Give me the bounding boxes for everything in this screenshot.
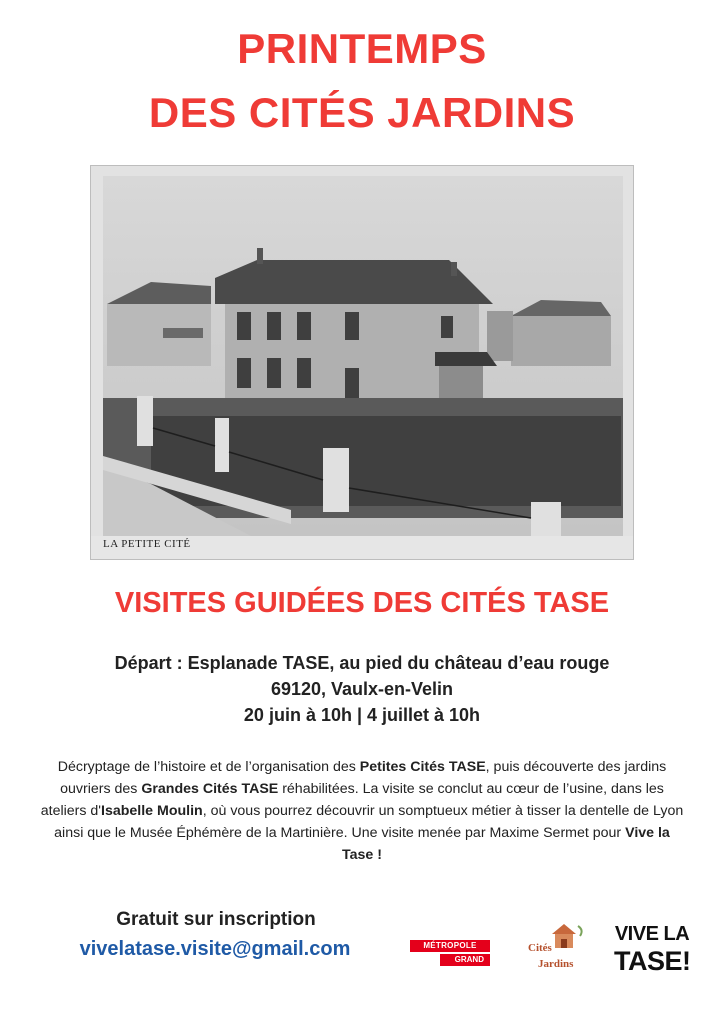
departure-info — [0, 650, 724, 728]
desc-text-1: Décryptage de l’histoire et de l’organisation des — [57, 759, 360, 775]
desc-bold-isabelle-moulin: Isabelle Moulin — [101, 803, 203, 819]
cites-logo-word2: Jardins — [538, 958, 574, 970]
desc-text-2: , puis découverte des jardins ouvriers des — [60, 759, 667, 797]
desc-text-4: , où vous pourrez découvrir un somptueux métier à tisser la dentelle de Lyon ainsi que le Musée Éphémère de la Martinière. Une visite menée par Maxime Sermet pour — [54, 803, 684, 841]
vive-logo-line2: TASE! — [614, 946, 691, 976]
contact-email-link[interactable]: vivelatase.visite@gmail.com — [79, 938, 351, 960]
desc-bold-grandes-cites: Grandes Cités TASE — [141, 781, 279, 797]
page-title-line2: DES CITÉS JARDINS — [148, 89, 576, 136]
vive-la-tase-logo — [614, 922, 690, 986]
departure-city: 69120, Vaulx-en-Velin — [270, 679, 454, 699]
photo-caption: LA PETITE CITÉ — [103, 538, 191, 550]
desc-bold-vive-la-tase: Vive la Tase ! — [342, 825, 670, 863]
metropole-logo-bottom: GRAND LYON — [440, 954, 490, 966]
departure-dates: 20 juin à 10h | 4 juillet à 10h — [243, 705, 481, 725]
cites-jardins-logo — [528, 922, 594, 982]
metropole-grand-lyon-logo — [410, 940, 490, 976]
metropole-logo-top: MÉTROPOLE — [410, 940, 490, 952]
cites-logo-word1: Cités — [528, 942, 552, 954]
free-registration-label: Gratuit sur inscription — [116, 909, 316, 930]
vive-logo-line1: VIVE LA — [614, 923, 690, 945]
desc-text-3: réhabilitées. La visite se conclut au cœur de l’usine, dans les ateliers d' — [40, 781, 664, 819]
photo-illustration — [91, 166, 634, 560]
description-paragraph — [40, 756, 684, 866]
page-title-line1: PRINTEMPS — [237, 25, 487, 72]
departure-location: Départ : Esplanade TASE, au pied du château d’eau rouge — [114, 653, 610, 673]
desc-bold-petites-cites: Petites Cités TASE — [359, 759, 486, 775]
historic-photo — [90, 165, 634, 560]
visits-heading: VISITES GUIDÉES DES CITÉS TASE — [114, 587, 610, 619]
